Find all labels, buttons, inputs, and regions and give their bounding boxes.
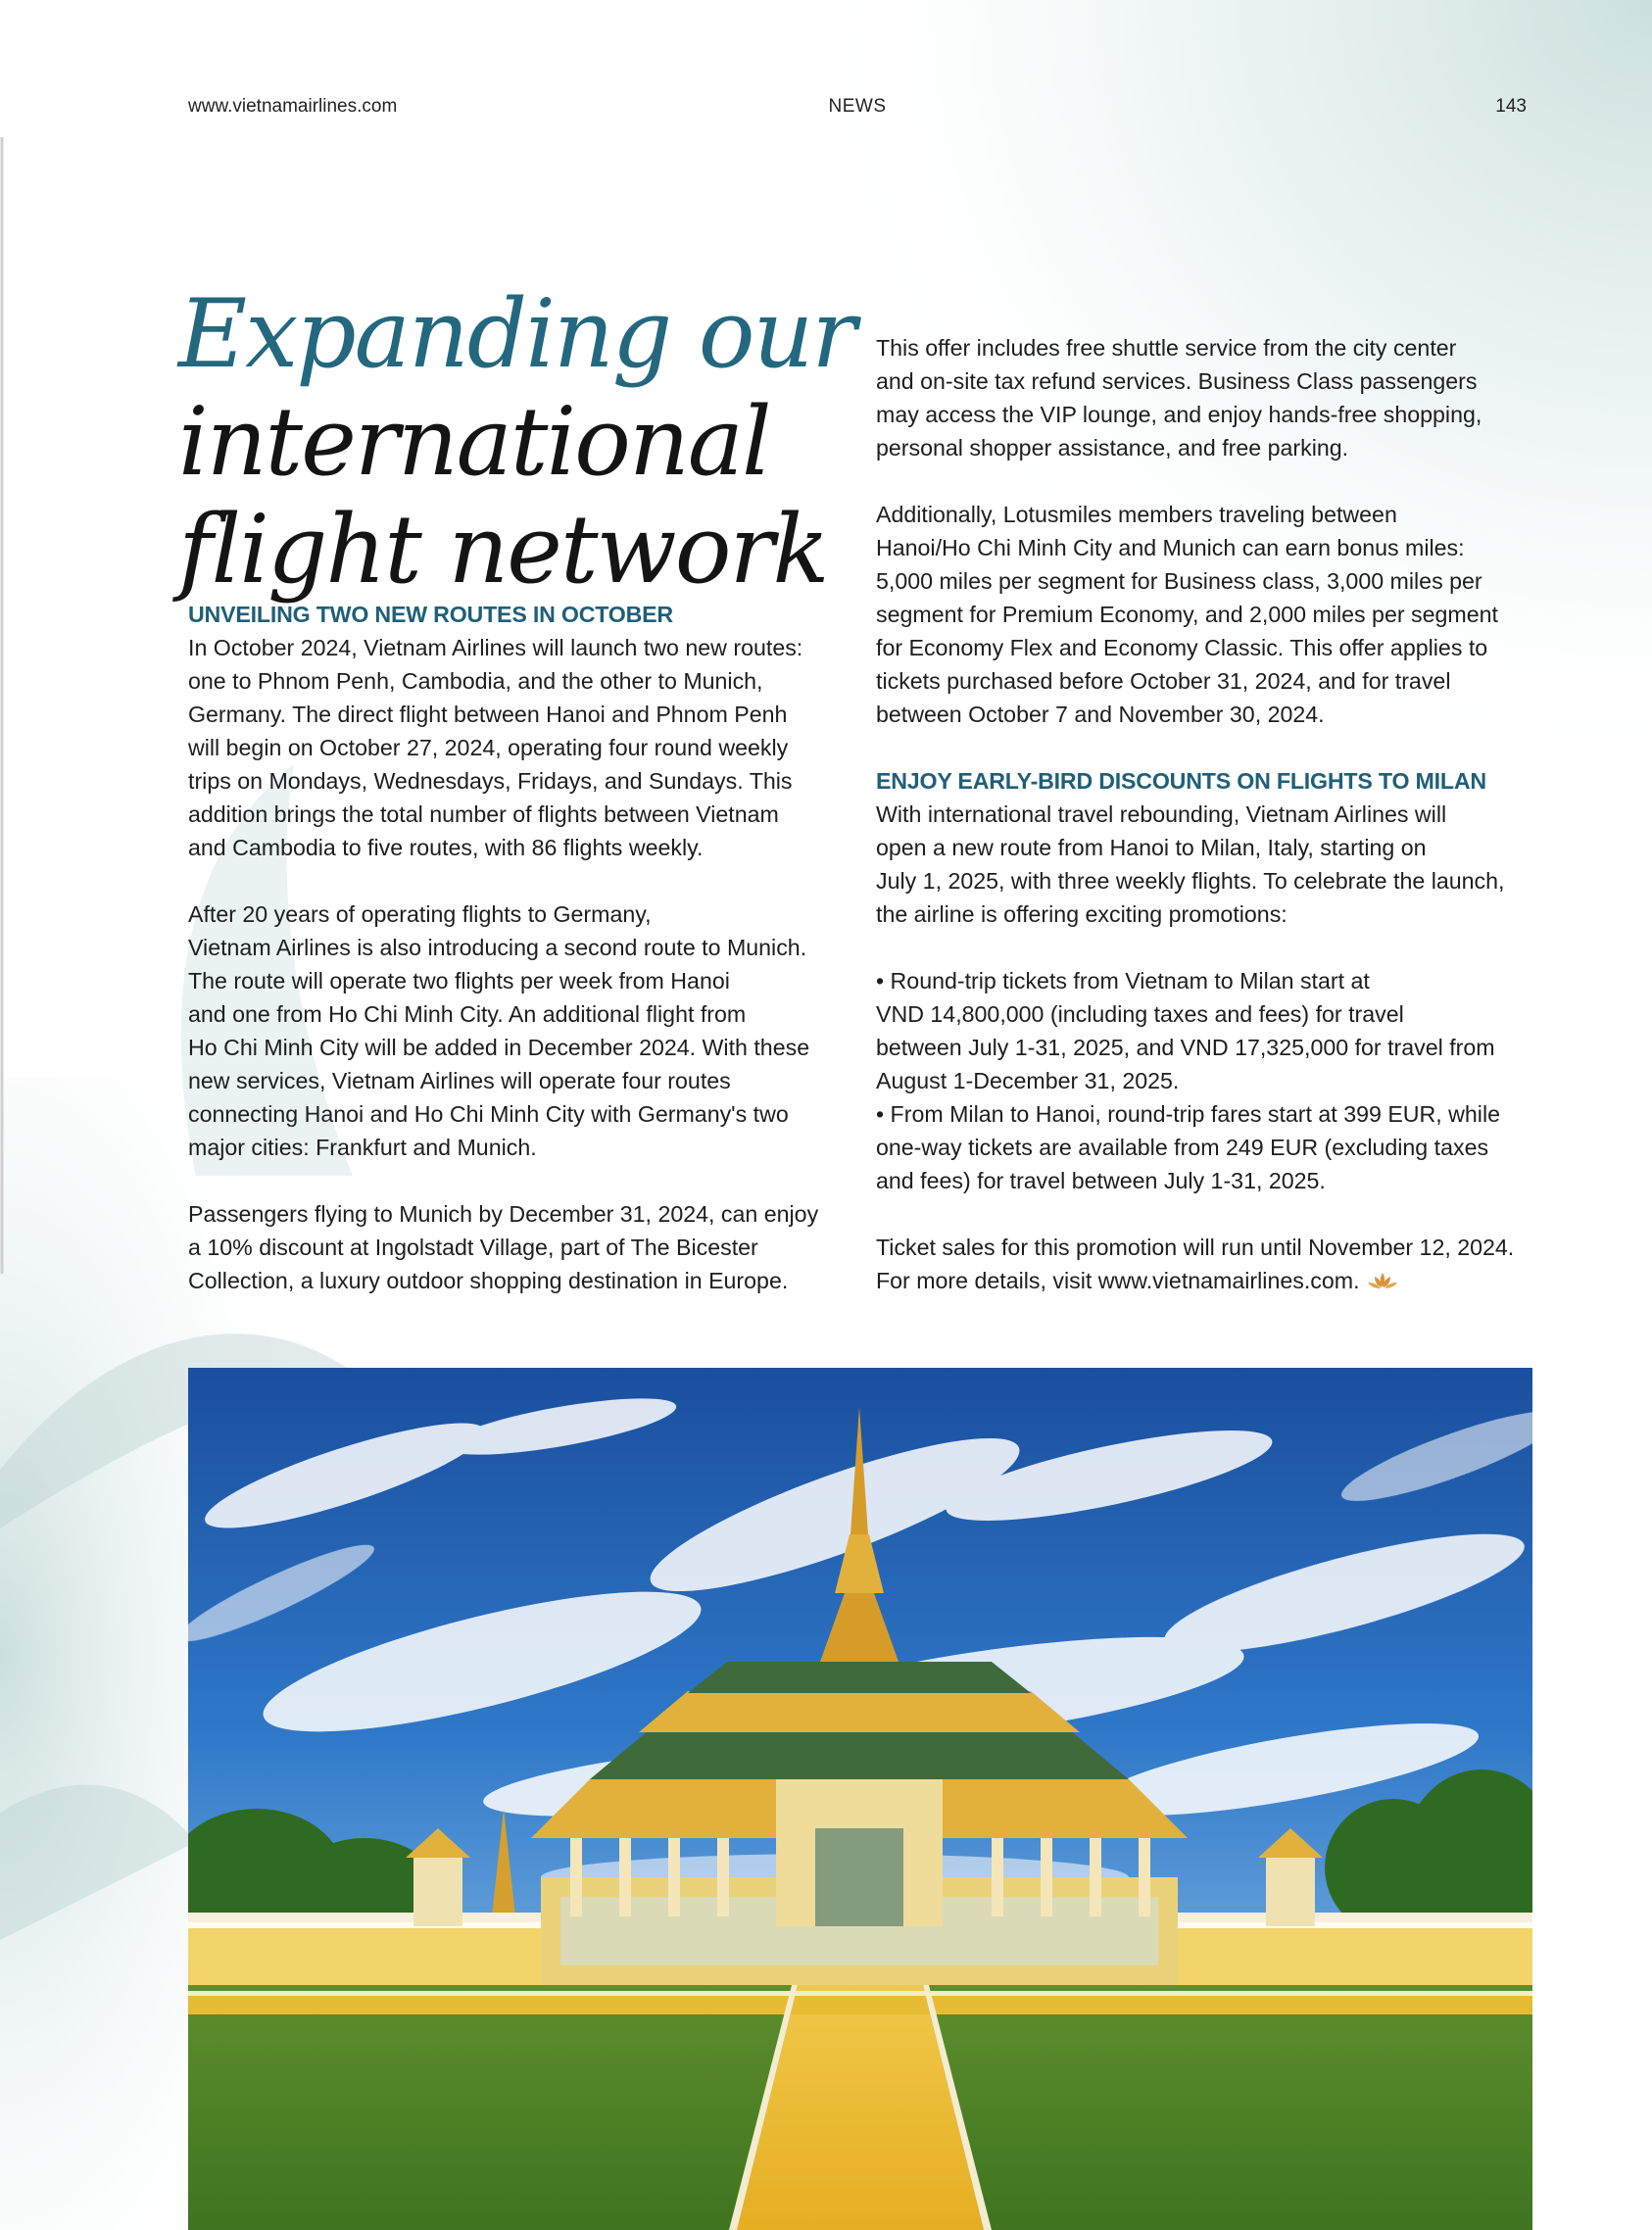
text-line: Vietnam Airlines is also introducing a second route to Munich. <box>188 935 807 960</box>
text-line: between July 1-31, 2025, and VND 17,325,000 for travel from <box>876 1035 1495 1060</box>
paragraph <box>876 1231 1562 1299</box>
text-line: personal shopper assistance, and free parking. <box>876 435 1349 461</box>
text-line: trips on Mondays, Wednesdays, Fridays, and Sundays. This <box>188 768 793 794</box>
text-line: open a new route from Hanoi to Milan, Italy, starting on <box>876 835 1427 860</box>
left-column <box>188 598 874 1297</box>
text-line: Passengers flying to Munich by December 31, 2024, can enjoy <box>188 1201 819 1227</box>
text-line: After 20 years of operating flights to Germany, <box>188 901 652 927</box>
text-line: • Round-trip tickets from Vietnam to Milan start at <box>876 968 1370 994</box>
text-line: Ho Chi Minh City will be added in December 2024. With these <box>188 1035 810 1060</box>
page-number: 143 <box>1495 96 1527 117</box>
paragraph <box>876 798 1562 931</box>
section-label: NEWS <box>828 96 887 117</box>
paragraph <box>188 1197 874 1297</box>
text-line: The route will operate two flights per week from Hanoi <box>188 968 730 994</box>
royal-palace-photo <box>188 1368 1532 2230</box>
text-line: Ticket sales for this promotion will run until November 12, 2024. <box>876 1235 1515 1260</box>
text-line: and Cambodia to five routes, with 86 flights weekly. <box>188 835 704 860</box>
text-line: segment for Premium Economy, and 2,000 miles per segment <box>876 602 1498 627</box>
paragraph <box>876 498 1562 731</box>
text-line: Germany. The direct flight between Hanoi and Phnom Penh <box>188 702 788 727</box>
paragraph <box>876 331 1562 464</box>
text-line: Collection, a luxury outdoor shopping destination in Europe. <box>188 1268 789 1293</box>
text-line: and fees) for travel between July 1-31, 2025. <box>876 1168 1326 1193</box>
text-line: major cities: Frankfurt and Munich. <box>188 1135 537 1160</box>
text-line: 5,000 miles per segment for Business class, 3,000 miles per <box>876 568 1482 594</box>
text-line: • From Milan to Hanoi, round-trip fares start at 399 EUR, while <box>876 1101 1500 1127</box>
paragraph <box>876 964 1562 1197</box>
text-line: the airline is offering exciting promotions: <box>876 901 1288 927</box>
text-line: For more details, visit www.vietnamairlines.com. <box>876 1268 1360 1293</box>
text-line: new services, Vietnam Airlines will operate four routes <box>188 1068 731 1093</box>
text-line: July 1, 2025, with three weekly flights. To celebrate the launch, <box>876 868 1505 894</box>
text-line: In October 2024, Vietnam Airlines will launch two new routes: <box>188 635 803 660</box>
text-line: addition brings the total number of flights between Vietnam <box>188 801 779 827</box>
paragraph <box>188 631 874 864</box>
text-line: August 1-December 31, 2025. <box>876 1068 1180 1093</box>
website-url[interactable]: www.vietnamairlines.com <box>188 96 398 117</box>
page-header <box>188 96 1527 120</box>
text-line: Hanoi/Ho Chi Minh City and Munich can earn bonus miles: <box>876 535 1465 560</box>
paragraph <box>188 897 874 1164</box>
text-line: With international travel rebounding, Vietnam Airlines will <box>876 801 1447 827</box>
article-title <box>178 280 864 604</box>
text-line: tickets purchased before October 31, 2024, and for travel <box>876 668 1451 694</box>
text-line: one-way tickets are available from 249 EUR (excluding taxes <box>876 1135 1489 1160</box>
section-heading-new-routes: UNVEILING TWO NEW ROUTES IN OCTOBER <box>188 602 673 627</box>
text-line: a 10% discount at Ingolstadt Village, part of The Bicester <box>188 1235 758 1260</box>
title-line-1: Expanding our <box>178 279 855 390</box>
text-line: and on-site tax refund services. Business Class passengers <box>876 368 1478 394</box>
lotus-icon <box>1366 1266 1399 1299</box>
text-line: for Economy Flex and Economy Classic. This offer applies to <box>876 635 1488 660</box>
section-heading-milan: ENJOY EARLY-BIRD DISCOUNTS ON FLIGHTS TO MILAN <box>876 768 1486 794</box>
text-line: VND 14,800,000 (including taxes and fees) for travel <box>876 1001 1404 1027</box>
text-line: between October 7 and November 30, 2024. <box>876 702 1325 727</box>
text-line: will begin on October 27, 2024, operating four round weekly <box>188 735 789 760</box>
right-column <box>876 331 1562 1299</box>
text-line: Additionally, Lotusmiles members traveling between <box>876 502 1397 527</box>
text-line: and one from Ho Chi Minh City. An additional flight from <box>188 1001 747 1027</box>
title-line-2: international <box>178 387 770 498</box>
text-line: one to Phnom Penh, Cambodia, and the other to Munich, <box>188 668 763 694</box>
text-line: may access the VIP lounge, and enjoy hands-free shopping, <box>876 402 1482 427</box>
text-line: This offer includes free shuttle service from the city center <box>876 335 1457 361</box>
title-line-3: flight network <box>178 495 828 606</box>
text-line: connecting Hanoi and Ho Chi Minh City with Germany's two <box>188 1101 789 1127</box>
